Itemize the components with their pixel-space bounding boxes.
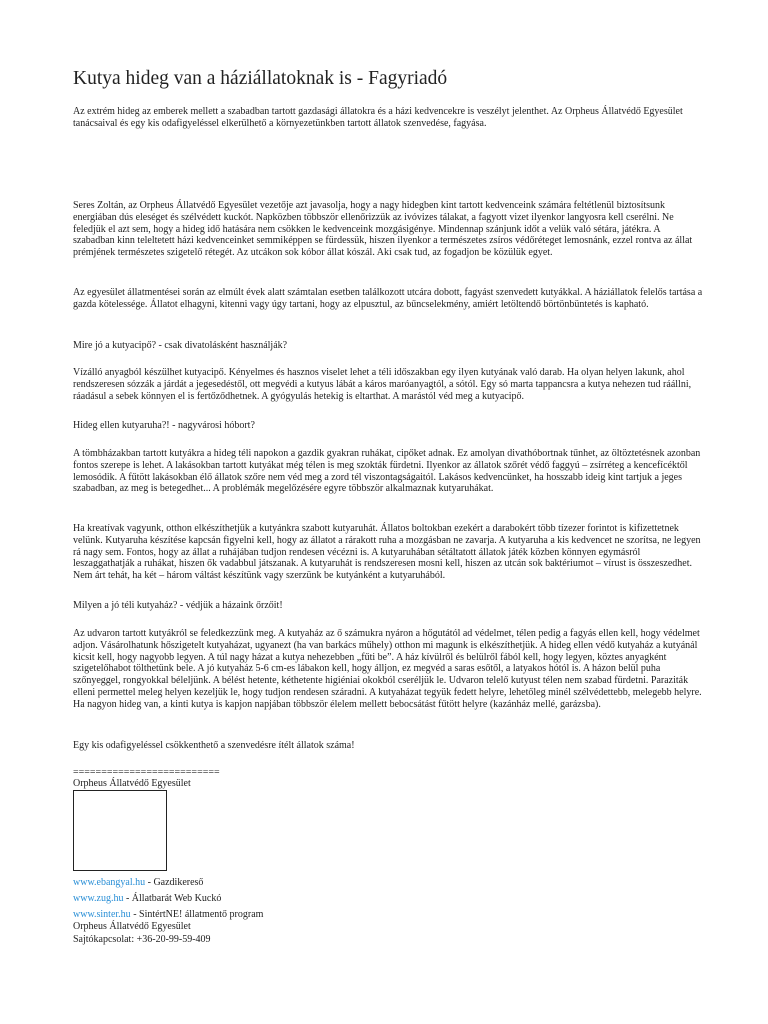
paragraph-3: Vízálló anyagból készülhet kutyacipő. Kényelmes és hasznos viselet lehet a téli időszakban egy ilyen kutyának való darab. Ha olyan helyen lakunk, ahol rendszeresen sózzák a járdát a jegesedéstől, ott megvédi a kutyus lábát a káros maróanyagtól, a sótól. Egy só marta tappancsra a kutya nehezen tud ráállni, ráadásul a sebek könnyen el is fertőződhetnek. A gyógyulás hetekig is eltarthat. A marástól véd meg a kutyacipő. [73,367,692,402]
link-desc-ebangyal: - Gazdikereső [145,877,204,888]
paragraph-6: Az udvaron tartott kutyákról se feledkezzünk meg. A kutyaház az ő számukra nyáron a hőgutától ad védelmet, télen pedig a fagyás ellen kell, hogy védelmet adjon. Vásárolhatunk hőszigetelt kutyaházat, ugyanezt (ha van barkács műhely) otthon mi magunk is elkészíthetjük. A hideg ellen védő kutyaház a kutyánál kicsit kell, hogy nagyobb legyen. A túl nagy házat a kutya nehezebben „fűti be”. A ház kívülről és belülről fából kell, hogy legyen, köztes anyagként szigetelőhabot tölthetünk bele. A jó kutyaház 5-6 cm-es lábakon kell, hogy álljon, ez megvéd a saras esőtől, a latyakos hótól is. A házon belül puha szőnyeggel, rongyokkal béleljünk. A bélést hetente, kéthetente higiéniai okokból cseréljük le. Udvaron telelő kutyust télen nem szabad fürdetni. Paraziták elleni permettel meleg helyen kezeljük le, hogy tudjon rendesen száradni. A kutyaházat tegyük fedett helyre, lehetőleg minél szélvédettebb, melegebb helyre. Ha nagyon hideg van, a kinti kutya is kapjon napjában többször élelem mellett bebocsátást fűtött helyre (kazánház mellé, garázsba). [73,628,702,710]
subheading-kutyaruha: Hideg ellen kutyaruha?! - nagyvárosi hóbort? [73,420,255,431]
paragraph-5: Ha kreatívak vagyunk, otthon elkészíthetjük a kutyánkra szabott kutyaruhát. Állatos boltokban ezekért a darabokért több tízezer forintot is kifizettetnek velünk. Kutyaruha készítése kapcsán figyelni kell, hogy az állatot a rárakott ruha a mozgásban ne zavarja. A kutyaruha a kis kedvencet ne szorítsa, ne legyen rá nagy sem. Fontos, hogy az állat a ruhájában tudjon rendesen vécézni is. A kutyaruhában sétáltatott állatok játék közben könnyen egymásról leszaggathatják a ruhákat, hiszen ők vadabbul játszanak. A kutyaruhát is rendszeresen mosni kell, hiszen az utcán sok baktériumot – vírust is összeszedhet. Nem árt tehát, ha két – három váltást készítünk vagy szerzünk be kutyánként a kutyaruhából. [73,523,701,582]
subheading-kutyahaz: Milyen a jó téli kutyaház? - védjük a házaink őrzőit! [73,600,283,611]
link-ebangyal[interactable]: www.ebangyal.hu [73,877,146,888]
link-line-ebangyal [73,877,203,888]
press-contact: Sajtókapcsolat: +36-20-99-59-409 [73,934,211,945]
separator: ========================== [73,767,220,778]
page-title: Kutya hideg van a háziállatoknak is - Fagyriadó [73,68,448,89]
paragraph-4: A tömbházakban tartott kutyákra a hideg téli napokon a gazdik gyakran ruhákat, cipőket adnak. Ez amolyan divathóbortnak tűnhet, az öltöztetésnek azonban fontos szerepe is lehet. A lakásokban tartott kutyákat még télen is meg szokták fürdetni. Ilyenkor az állatok szőrét védő faggyú – zsírréteg a kencefícéktől lemosódik. A fűtött lakásokban élő állatok szőre nem véd meg a zord tél viszontagságaitól. Lakásos kedvencünket, ha hosszabb ideig kint tartjuk a jeges szabadban, az meg is betegedhet... A problémák megelőzésére egyre többször alkalmaznak kutyaruhákat. [73,448,701,495]
subheading-kutyacipo: Mire jó a kutyacipő? - csak divatolásként használják? [73,340,288,351]
paragraph-1: Seres Zoltán, az Orpheus Állatvédő Egyesület vezetője azt javasolja, hogy a nagy hidegben kint tartott kedvenceink számára feltétlenül biztosítsunk energiában dús eleséget és szélvédett kuckót. Napközben többször ellenőrizzük az ivóvizes tálakat, a fagyott vizet ilyenkor langyosra kell cserélni. Ne feledjük el azt sem, hogy a hideg idő hatására nem csökken le kedvenceink mozgásigénye. Mindennap szánjunk időt a velük való sétára, játékra. A szabadban kinn teleltetett házi kedvenceinket semmiképpen se fürdessük, hiszen ilyenkor a természetes zsíros védőréteget lemosnánk, ezzel rontva az állat prémjének természetes szigetelő rétegét. Az utcákon sok kóbor állat kószál. Aki csak tud, az fogadjon be közülük egyet. [73,200,693,259]
link-desc-zug: - Állatbarát Web Kuckó [123,893,222,904]
lead-paragraph: Az extrém hideg az emberek mellett a szabadban tartott gazdasági állatokra és a házi kedvencekre is veszélyt jelenthet. Az Orpheus Állatvédő Egyesület tanácsaival és egy kis odafigyeléssel elkerülhető a környezetünkben tartott állatok szenvedése, fagyása. [73,106,683,129]
org-name-2: Orpheus Állatvédő Egyesület [73,921,191,932]
closing-line: Egy kis odafigyeléssel csökkenthető a szenvedésre ítélt állatok száma! [73,740,355,751]
paragraph-2: Az egyesület állatmentései során az elmúlt évek alatt számtalan esetben találkozott utcára dobott, fagyást szenvedett kutyákkal. A háziállatok felelős tartása a gazda kötelessége. Állatot elhagyni, kitenni vagy úgy tartani, hogy az elpusztul, az bűncselekmény, amiért letöltendő börtönbüntetés is kapható. [73,287,703,310]
org-name: Orpheus Állatvédő Egyesület [73,778,191,789]
link-sinter[interactable]: www.sinter.hu [73,909,131,920]
link-desc-sinter: - SintértNE! állatmentő program [130,909,264,920]
link-line-zug [73,893,221,904]
link-line-sinter [73,909,263,920]
logo-placeholder [73,790,167,871]
link-zug[interactable]: www.zug.hu [73,893,124,904]
